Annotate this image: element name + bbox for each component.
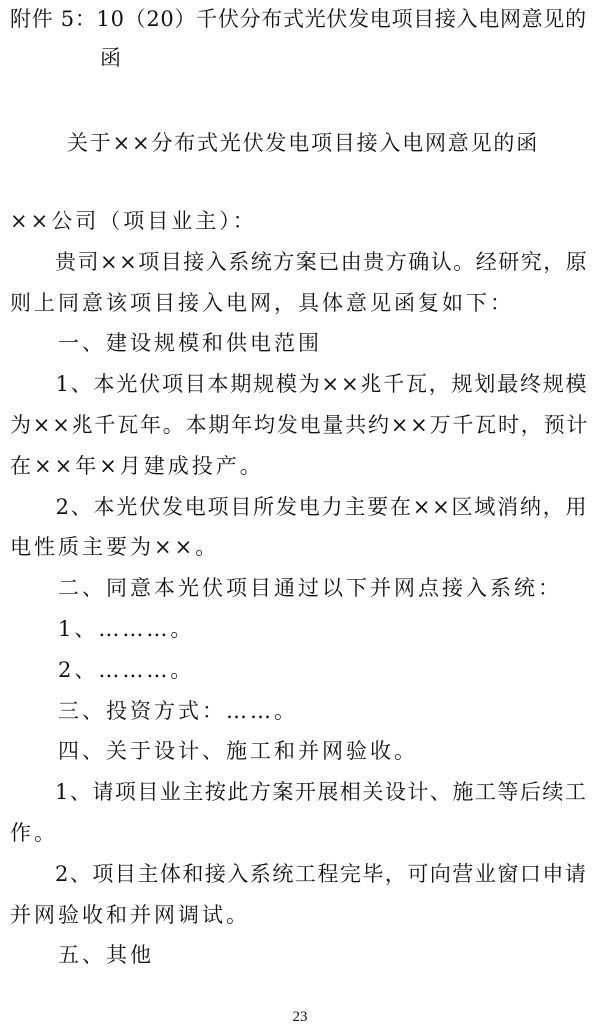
page-number: 23 [292, 1009, 308, 1025]
body-line: 在××年×月建成投产。 [10, 454, 264, 478]
body-line: 并网验收和并网调试。 [10, 903, 250, 927]
body-line: 四、关于设计、施工和并网验收。 [10, 739, 418, 763]
body-line: 则上同意该项目接入电网，具体意见函复如下： [10, 291, 514, 315]
attachment-title-line-2: 函 [100, 46, 124, 70]
body-line: 2、项目主体和接入系统工程完毕，可向营业窗口申请 [10, 862, 588, 886]
body-line: 贵司××项目接入系统方案已由贵方确认。经研究，原 [10, 250, 589, 274]
document-title: 关于××分布式光伏发电项目接入电网意见的函 [67, 131, 539, 155]
body-line: 三、投资方式：……。 [10, 699, 298, 723]
body-line: 一、建设规模和供电范围 [10, 331, 322, 355]
body-line: 1、本光伏项目本期规模为××兆千瓦，规划最终规模 [10, 372, 589, 396]
body-line: 二、同意本光伏项目通过以下并网点接入系统： [10, 576, 562, 600]
body-line: 1、请项目业主按此方案开展相关设计、施工等后续工 [10, 780, 588, 804]
body-line: 作。 [10, 821, 58, 845]
body-line: 为××兆千瓦年。本期年均发电量共约××万千瓦时，预计 [10, 413, 590, 437]
body-line: 五、其他 [10, 943, 154, 967]
body-line: 1、………。 [10, 617, 195, 641]
body-line: ××公司（项目业主）： [10, 209, 257, 233]
body-line: 电性质主要为××。 [10, 535, 220, 559]
attachment-title-line-1: 附件 5：10（20）千伏分布式光伏发电项目接入电网意见的 [10, 7, 587, 31]
body-line: 2、本光伏发电项目所发电力主要在××区域消纳，用 [10, 495, 589, 519]
body-line: 2、………。 [10, 658, 195, 682]
